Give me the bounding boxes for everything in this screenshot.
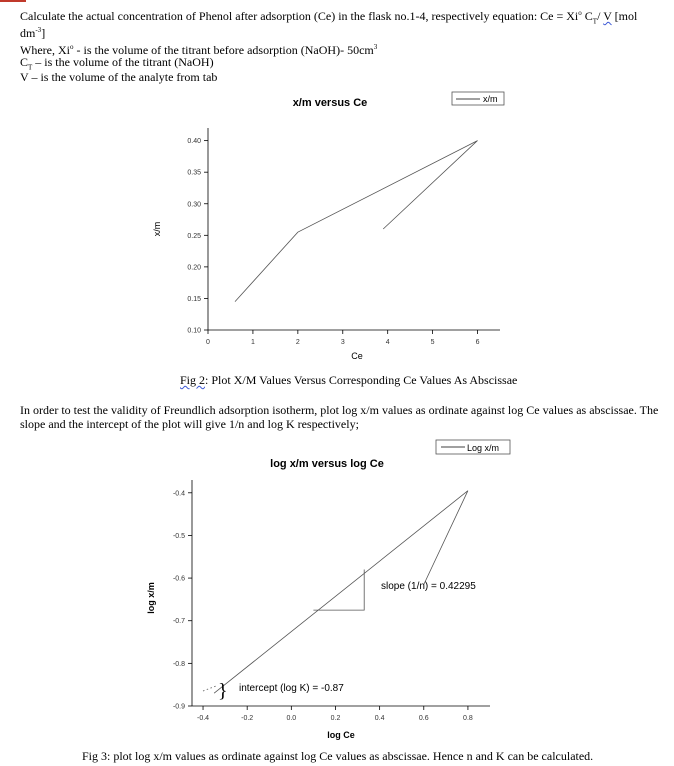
where-text: Where, Xi — [20, 43, 70, 57]
subscript-t: T — [592, 17, 598, 26]
y-ticks — [173, 490, 192, 710]
freundlich-paragraph: In order to test the validity of Freundlich adsorption isotherm, plot log x/m values as ordinate against log Ce values as abscissae. The slope and the intercept of the plot will give 1/n and log K respectively; — [20, 403, 659, 431]
equation-unit: [mol — [611, 9, 638, 23]
x-axis-title: Ce — [351, 351, 363, 361]
y-tick-label: 0.10 — [187, 327, 201, 335]
y-tick-label: 0.25 — [187, 232, 201, 240]
equation-text: Calculate the actual concentration of Phenol after adsorption (Ce) in the flask no.1-4, respectively equation: Ce = Xi — [20, 9, 579, 23]
y-tick-label: 0.20 — [187, 264, 201, 272]
y-tick-label: 0.15 — [187, 295, 201, 303]
y-tick-label: -0.6 — [172, 575, 185, 583]
y-axis-title: x/m — [152, 221, 162, 237]
intercept-extrapolation — [203, 686, 216, 691]
superscript-o: o — [578, 9, 582, 17]
slope-annotation: slope (1/n) = 0.42295 — [381, 581, 476, 592]
x-tick-label: -0.2 — [241, 715, 254, 722]
superscript-3: 3 — [373, 43, 378, 51]
x-tick-label: 0 — [206, 339, 210, 346]
where-desc: - is the volume of the titrant before adsorption (NaOH)- 50cm — [73, 43, 374, 57]
y-tick-label: 0.35 — [187, 169, 201, 177]
y-axis-title: log x/m — [146, 582, 156, 614]
x-tick-label: 3 — [340, 339, 345, 346]
chart-legend — [436, 440, 510, 454]
x-tick-label: 1 — [250, 339, 255, 346]
legend-label: Log x/m — [467, 443, 500, 453]
equation-v-spellcheck: V — [603, 9, 612, 23]
legend-label: x/m — [483, 94, 498, 104]
ct-desc: – is the volume of the titrant (NaOH) — [32, 55, 214, 69]
v-line: V – is the volume of the analyte from tab — [20, 70, 218, 84]
chart-title: x/m versus Ce — [292, 97, 368, 109]
x-ticks — [197, 706, 473, 722]
figure-2-text: : Plot X/M Values Versus Corresponding Ce Values As Abscissae — [205, 373, 518, 387]
y-tick-label: 0.30 — [187, 201, 201, 209]
x-tick-label: 0.2 — [330, 715, 341, 722]
equation-ct: C — [581, 9, 593, 23]
x-tick-label: 0.4 — [374, 715, 385, 722]
x-tick-label: 6 — [475, 339, 480, 346]
y-tick-label: -0.4 — [172, 490, 185, 498]
intercept-annotation: intercept (log K) = -0.87 — [239, 683, 344, 694]
y-tick-label: -0.9 — [172, 703, 185, 711]
x-tick-label: 0.8 — [463, 715, 473, 722]
x-tick-label: 0.6 — [418, 715, 429, 722]
ct-symbol: C — [20, 55, 29, 69]
chart-title: log x/m versus log Ce — [270, 458, 384, 470]
y-tick-label: -0.8 — [172, 660, 185, 668]
intercept-brace: } — [218, 680, 228, 702]
slope-triangle — [313, 570, 364, 611]
x-tick-label: 5 — [430, 339, 435, 346]
unit-text: dm — [20, 26, 36, 40]
figure-2-label: Fig 2 — [180, 373, 206, 387]
figure-3-caption: Fig 3: plot log x/m values as ordinate against log Ce values as abscissae. Hence n and K can be calculated. — [82, 749, 594, 763]
x-tick-label: -0.4 — [197, 715, 210, 722]
x-axis-title: log Ce — [327, 730, 355, 740]
y-tick-label: -0.5 — [172, 532, 185, 540]
x-tick-label: 2 — [295, 339, 300, 346]
y-tick-label: -0.7 — [172, 618, 185, 626]
unit-bracket: ] — [41, 26, 46, 40]
superscript-o: o — [69, 43, 74, 51]
equation-slash: / — [597, 9, 604, 23]
subscript-t: T — [28, 63, 33, 72]
superscript-minus3: -3 — [35, 26, 42, 34]
x-tick-label: 0.0 — [286, 715, 297, 722]
x-tick-label: 4 — [385, 339, 390, 346]
y-tick-label: 0.40 — [187, 138, 201, 146]
